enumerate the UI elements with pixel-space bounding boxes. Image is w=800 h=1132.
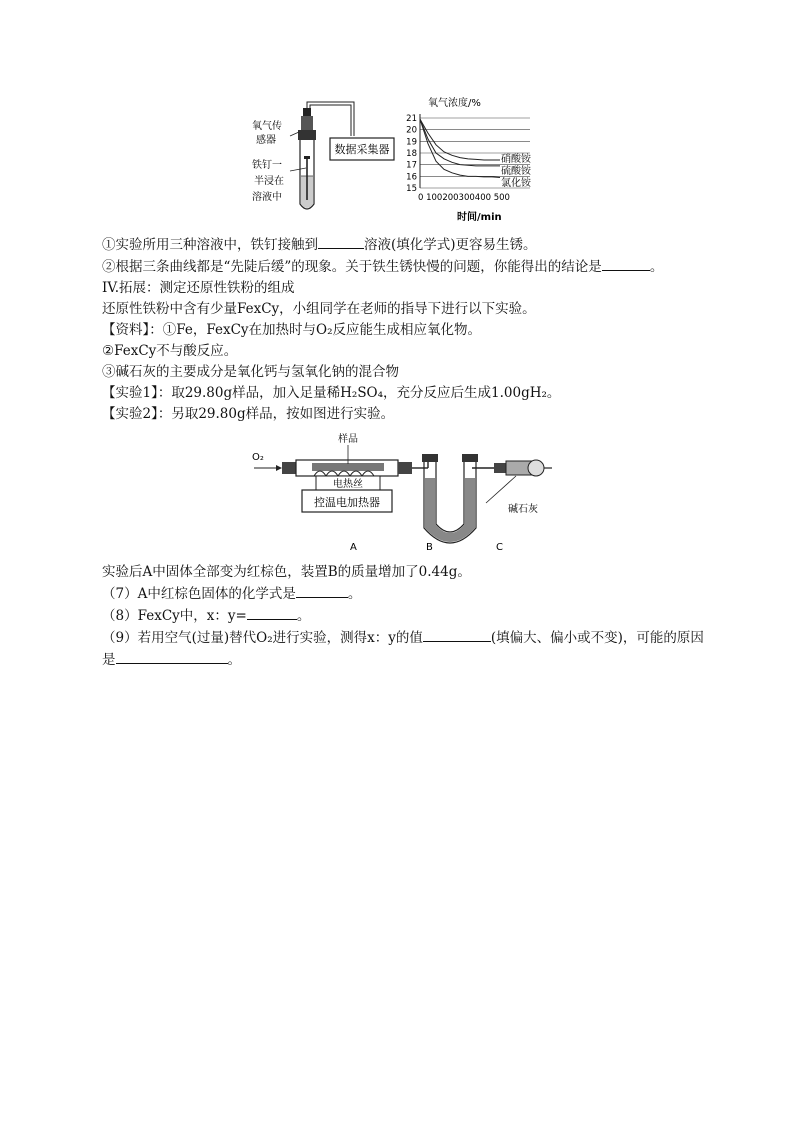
y-tick-label: 21	[406, 114, 417, 124]
heater-label: 控温电加热器	[314, 496, 380, 509]
wire-label: 电热丝	[333, 479, 363, 490]
y-tick-label: 18	[406, 149, 417, 159]
result-text: 实验后A中固体全部变为红棕色，装置B的质量增加了0.44g。	[102, 564, 471, 580]
answer-blank-1[interactable]	[318, 234, 364, 249]
oxygen-chart	[406, 96, 532, 223]
collector-label: 数据采集器	[334, 143, 390, 156]
answer-blank-8[interactable]	[247, 605, 297, 620]
legend-nh4cl: 氯化铵	[501, 178, 531, 189]
y-tick-label: 16	[406, 172, 417, 183]
question-2: ②根据三条曲线都是“先陡后缓”的现象。关于铁生锈快慢的问题，你能得出的结论是 。	[102, 256, 742, 278]
legend-nh4no3: 硝酸铵	[501, 154, 531, 165]
question-9: （9）若用空气(过量)替代O₂进行实验，测得x：y的值 (填偏大、偏小或不变)，可能的原因	[102, 627, 742, 649]
answer-blank-9a[interactable]	[423, 627, 491, 642]
sample-label: 样品	[338, 434, 358, 445]
chart-y-ticks	[406, 114, 417, 194]
legend-nh42so4: 硫酸铵	[501, 166, 531, 177]
nail-label-1: 铁钉一	[252, 160, 282, 171]
question-block-1	[102, 234, 742, 425]
sensor-label-2: 感器	[256, 135, 276, 146]
series-nh4no3-line	[420, 119, 500, 160]
y-tick-label: 17	[406, 160, 417, 171]
intro-text: 还原性铁粉中含有少量FexCy，小组同学在老师的指导下进行以下实验。	[102, 301, 536, 317]
answer-blank-7[interactable]	[296, 583, 348, 598]
series-nh4cl-line	[420, 119, 500, 177]
label-a: A	[350, 542, 357, 553]
y-tick-label: 19	[406, 137, 417, 148]
question-9-cont: 是 。	[102, 649, 742, 671]
y-tick-label: 20	[406, 125, 417, 136]
reference-3: ③碱石灰的主要成分是氧化钙与氢氧化钠的混合物	[102, 364, 399, 380]
y-tick-label: 15	[406, 184, 417, 194]
lime-label: 碱石灰	[508, 504, 538, 515]
chart-ylabel: 氧气浓度/%	[428, 98, 481, 109]
answer-blank-2[interactable]	[602, 256, 650, 271]
answer-blank-9b[interactable]	[116, 649, 228, 664]
chart-series	[420, 119, 500, 177]
experiment-1: 【实验1】：取29.80g样品，加入足量稀H₂SO₄，充分反应后生成1.00gH₂。	[102, 385, 561, 401]
reference-1: 【资料】：①Fe，FexCy在加热时与O₂反应能生成相应氧化物。	[102, 322, 482, 338]
experiment-2: 【实验2】：另取29.80g样品，按如图进行实验。	[102, 406, 395, 422]
sensor-label-1: 氧气传	[252, 121, 282, 132]
series-nh42so4-line	[420, 119, 500, 166]
question-block-2	[102, 562, 742, 671]
label-b: B	[426, 542, 433, 553]
reference-2: ②FexCy不与酸反应。	[102, 343, 238, 359]
o2-label: O₂	[252, 452, 264, 463]
nail-label-2: 半浸在	[254, 176, 284, 187]
question-1: ①实验所用三种溶液中，铁钉接触到 溶液(填化学式)更容易生锈。	[102, 234, 742, 256]
chart-xlabel: 时间/min	[457, 212, 502, 223]
question-7: （7）A中红棕色固体的化学式是 。	[102, 583, 742, 605]
apparatus	[252, 102, 394, 209]
rust-experiment-figure	[250, 96, 550, 231]
combustion-apparatus-figure	[250, 430, 560, 555]
chart-x-ticks: 0 100200300400 500	[418, 193, 510, 203]
label-c: C	[496, 542, 503, 553]
section-heading: IV.拓展：测定还原性铁粉的组成	[102, 280, 295, 296]
question-8: （8）FexCy中，x：y= 。	[102, 605, 742, 627]
nail-label-3: 溶液中	[252, 192, 282, 203]
